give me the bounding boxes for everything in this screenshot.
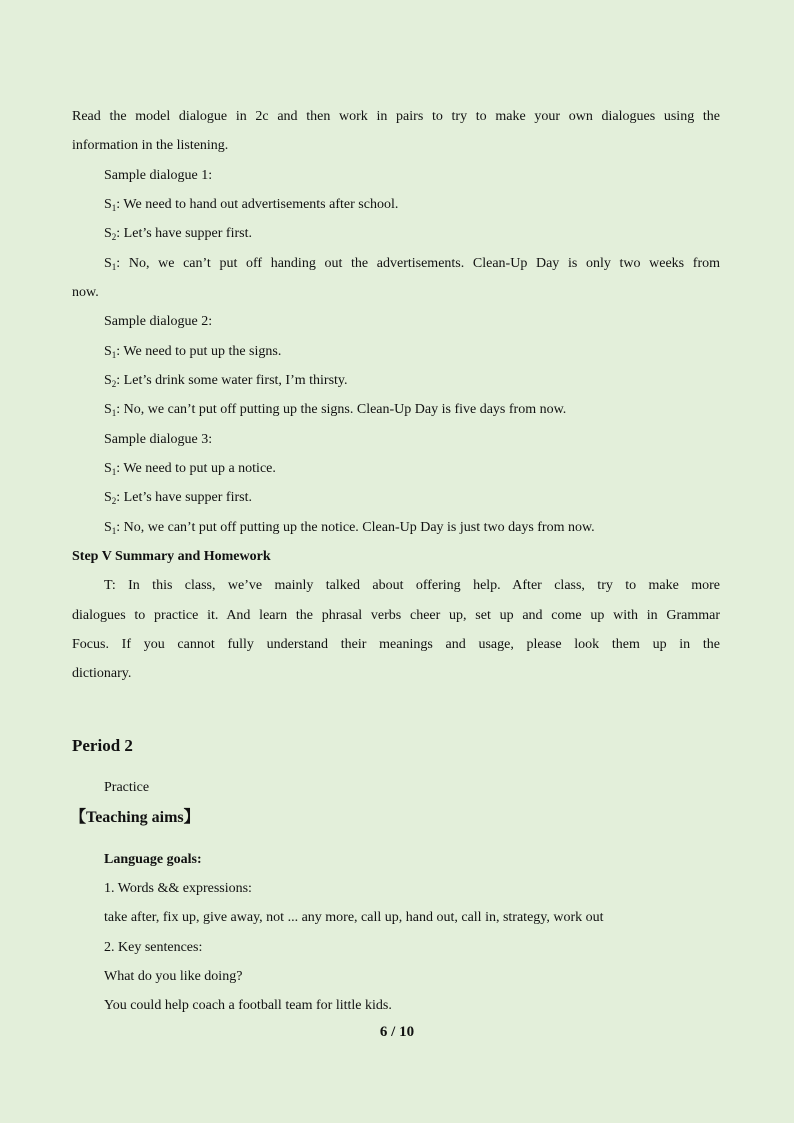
- dialogue-1-title: Sample dialogue 1:: [104, 168, 213, 183]
- sentence-1: What do you like doing?: [104, 969, 243, 984]
- teaching-aims-heading: 【Teaching aims】: [70, 809, 200, 826]
- dialogue-1-line-3-cont: now.: [72, 285, 99, 300]
- language-goals-heading: Language goals:: [104, 852, 202, 867]
- dialogue-3-line-3: $S_1$: No, we can’t put off putting up the notice. Clean-Up Day is just two days from now.: [104, 520, 595, 536]
- sentences-heading: 2. Key sentences:: [104, 940, 203, 955]
- step-5-para-line-1: T: In this class, we’ve mainly talked about offering help. After class, try to make more: [104, 578, 720, 593]
- page-number: 6 / 10: [379, 1024, 415, 1040]
- dialogue-2-line-3: $S_1$: No, we can’t put off putting up the signs. Clean-Up Day is five days from now.: [104, 402, 567, 418]
- words-list: take after, fix up, give away, not ... any more, call up, hand out, call in, strategy, work out: [104, 910, 604, 925]
- period-subtitle: Practice: [104, 780, 150, 795]
- step-5-heading: Step V Summary and Homework: [72, 549, 271, 564]
- dialogue-3-line-2: $S_2$: Let’s have supper first.: [104, 490, 252, 506]
- sentence-2: You could help coach a football team for little kids.: [104, 998, 392, 1013]
- dialogue-2-line-1: $S_1$: We need to put up the signs.: [104, 344, 282, 360]
- dialogue-1-line-2: $S_2$: Let’s have supper first.: [104, 226, 252, 242]
- dialogue-1-line-1: $S_1$: We need to hand out advertisements after school.: [104, 197, 399, 213]
- dialogue-1-line-3: $S_1$: No, we can’t put off handing out the advertisements. Clean-Up Day is only two weeks from: [104, 256, 720, 272]
- period-heading: Period 2: [72, 736, 133, 755]
- step-5-para-line-3: Focus. If you cannot fully understand their meanings and usage, please look them up in the: [72, 637, 720, 652]
- intro-line-2: information in the listening.: [72, 138, 229, 153]
- dialogue-3-line-1: $S_1$: We need to put up a notice.: [104, 461, 276, 477]
- dialogue-3-title: Sample dialogue 3:: [104, 432, 213, 447]
- dialogue-2-line-2: $S_2$: Let’s drink some water first, I’m thirsty.: [104, 373, 348, 389]
- words-heading: 1. Words && expressions:: [104, 881, 252, 896]
- dialogue-2-title: Sample dialogue 2:: [104, 314, 213, 329]
- step-5-para-line-4: dictionary.: [72, 666, 132, 681]
- step-5-para-line-2: dialogues to practice it. And learn the phrasal verbs cheer up, set up and come up with in Grammar: [72, 608, 720, 623]
- intro-line-1: Read the model dialogue in 2c and then work in pairs to try to make your own dialogues using the: [72, 109, 720, 124]
